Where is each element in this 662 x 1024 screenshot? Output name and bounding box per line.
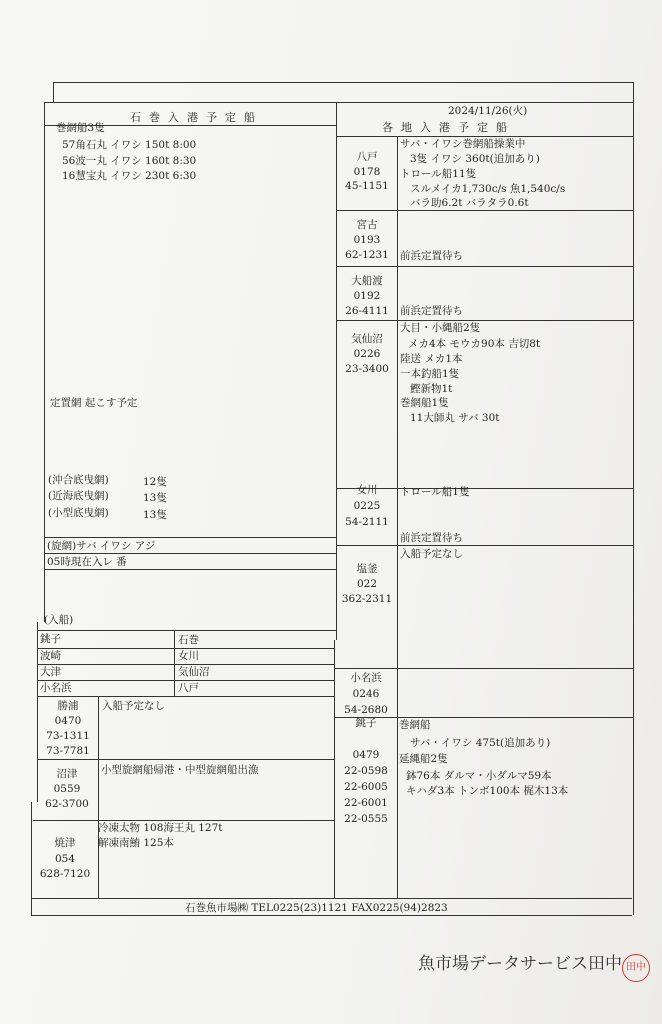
port-name: 宮古 (356, 219, 378, 231)
port-tel: 73-7781 (46, 745, 90, 757)
port-tel: 0470 (54, 715, 82, 727)
ishinomaki-title: 石巻入港予定船 (130, 111, 263, 124)
port-name: 大船渡 (351, 275, 383, 287)
vessel-row: 56波一丸 イワシ 160t 8:30 (62, 155, 197, 167)
port-tel: 0178 (353, 166, 381, 178)
port-note: バラ助6.2t バラタラ0.6t (410, 197, 529, 209)
port-tel: 0226 (353, 348, 381, 360)
trawl-type: (小型底曳網) (48, 507, 109, 519)
incoming-port: 銚子 (40, 633, 61, 645)
port-note: 入船予定なし (400, 548, 463, 560)
port-tel: 0559 (53, 783, 81, 795)
port-name: 小名浜 (350, 672, 382, 684)
port-note: キハダ3本 トンボ100本 梶木13本 (406, 785, 569, 797)
port-tel: 0225 (353, 500, 381, 512)
incoming-port: 石巻 (178, 634, 199, 646)
port-name: 塩釜 (356, 563, 378, 575)
port-name: 女川 (356, 484, 378, 496)
round-haul-note: (旋網)サバ イワシ アジ (47, 540, 156, 552)
port-note: トロール船11隻 (400, 168, 477, 180)
port-row-line (37, 759, 334, 760)
incoming-port: 小名浜 (40, 682, 72, 694)
port-note: 鉢76本 ダルマ・小ダルマ59本 (406, 770, 552, 782)
port-name: 銚子 (355, 717, 377, 729)
signature-text: 魚市場データサービス田中 (418, 954, 622, 974)
port-note: 前浜定置待ち (400, 305, 463, 317)
incoming-port: 八戸 (178, 682, 199, 694)
port-row-line (336, 545, 633, 546)
port-row-line (334, 668, 633, 669)
frame-right (633, 82, 634, 915)
trawl-type: (近海底曳網) (48, 490, 109, 502)
port-note: 冷凍太物 108海王丸 127t (98, 822, 223, 834)
port-tel: 26-4111 (345, 305, 389, 317)
vessel-row: 16慧宝丸 イワシ 230t 6:30 (62, 170, 197, 182)
table-line (37, 648, 334, 649)
port-tel: 23-3400 (345, 363, 389, 375)
port-name: 気仙沼 (351, 333, 383, 345)
divider (44, 553, 336, 554)
frame-top-line (53, 82, 634, 83)
port-note: サバ・イワシ巻網船操業中 (400, 138, 526, 150)
port-tel: 22-0598 (344, 765, 388, 777)
current-entry-note: 05時現在入レ 番 (47, 556, 127, 568)
port-tel: 22-6001 (344, 797, 388, 809)
header-divider (44, 102, 633, 103)
port-tel: 362-2311 (341, 593, 393, 605)
right-title-underline (336, 136, 633, 137)
table-line (37, 696, 334, 697)
port-note: スルメイカ1,730c/s 魚1,540c/s (410, 183, 566, 195)
trawl-count: 12隻 (143, 476, 167, 488)
port-tel: 22-6005 (344, 781, 388, 793)
port-note: 一本釣船1隻 (400, 368, 460, 380)
port-note: 大目・小縄船2隻 (400, 322, 481, 334)
incoming-port: 大津 (40, 666, 61, 678)
report-date: 2024/11/26(火) (448, 105, 528, 117)
table-column-divider (174, 630, 175, 696)
port-row-line (336, 266, 633, 267)
port-note: 前浜定置待ち (400, 250, 463, 262)
port-tel: 0192 (353, 290, 381, 302)
table-line (37, 664, 334, 665)
market-contact-footer: 石巻魚市場㈱ TEL0225(23)1121 FAX0225(94)2823 (185, 902, 448, 914)
port-tel: 054 (54, 853, 76, 865)
footer-divider (31, 898, 632, 899)
port-note: 陸送 メカ1本 (400, 353, 463, 365)
set-net-note: 定置網 起こす予定 (50, 397, 138, 409)
incoming-port: 波崎 (40, 650, 61, 662)
port-note: 11大師丸 サバ 30t (410, 412, 500, 424)
port-row-line (336, 210, 633, 211)
port-note: サバ・イワシ 475t(追加あり) (410, 737, 551, 749)
personal-seal: 田中 (622, 954, 650, 982)
frame-bottom-line (31, 915, 632, 916)
port-tel: 628-7120 (39, 868, 91, 880)
vessel-row: 57角石丸 イワシ 150t 8:00 (62, 139, 197, 151)
port-tel: 54-2680 (344, 704, 388, 716)
port-tel: 54-2111 (345, 516, 389, 528)
port-tel: 22-0555 (344, 813, 388, 825)
port-note: 巻網船 (399, 719, 431, 731)
port-name: 沼津 (56, 768, 78, 780)
divider (44, 537, 336, 538)
port-tel: 73-1311 (46, 730, 90, 742)
table-line (37, 630, 336, 631)
other-ports-title: 各地入港予定船 (382, 121, 515, 134)
port-name: 勝浦 (57, 700, 79, 712)
port-tel: 62-1231 (345, 249, 389, 261)
incoming-port: 気仙沼 (178, 666, 210, 678)
purse-seine-header: 巻網船3隻 (56, 122, 105, 134)
port-note: 小型旋網船帰港・中型旋網船出漁 (101, 764, 259, 776)
port-name-divider-right (397, 136, 398, 898)
port-name-divider (98, 696, 99, 898)
trawl-count: 13隻 (143, 492, 167, 504)
port-row-line (336, 320, 633, 321)
trawl-count: 13隻 (143, 509, 167, 521)
port-tel: 0193 (353, 234, 381, 246)
port-row-line (33, 820, 334, 821)
frame-left-top (53, 82, 54, 102)
port-note: トロール船1隻 (400, 486, 470, 498)
port-note: メカ4本 モウカ90本 吉切8t (408, 338, 541, 350)
table-line (37, 680, 334, 681)
port-tel: 022 (356, 578, 378, 590)
port-note: 前浜定置待ち (400, 532, 463, 544)
port-note: 3隻 イワシ 360t(追加あり) (410, 153, 540, 165)
port-note: 解凍南鮪 125本 (98, 837, 174, 849)
trawl-type: (沖合底曳網) (48, 474, 109, 486)
port-name: 八戸 (356, 151, 378, 163)
port-note: 延縄船2隻 (399, 753, 448, 765)
port-note: 巻網船1隻 (400, 397, 449, 409)
divider (44, 569, 336, 570)
port-tel: 0246 (352, 688, 380, 700)
port-note: 入船予定なし (102, 700, 165, 712)
port-tel: 45-1151 (345, 180, 389, 192)
port-note: 鰹新物1t (410, 383, 453, 395)
port-tel: 0479 (352, 749, 380, 761)
port-name: 焼津 (54, 837, 76, 849)
frame-left-upper (44, 102, 45, 622)
port-tel: 62-3700 (45, 798, 89, 810)
incoming-port: 女川 (178, 650, 199, 662)
incoming-label: (入船) (44, 614, 74, 626)
